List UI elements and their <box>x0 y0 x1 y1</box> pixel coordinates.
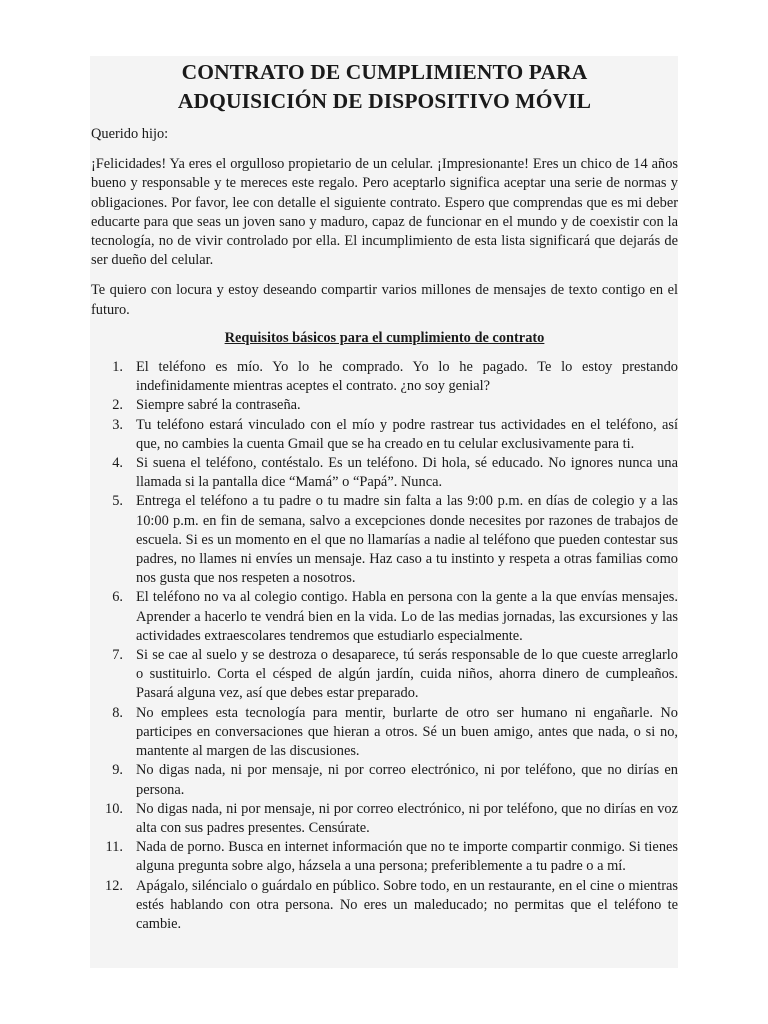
list-item-text: Nada de porno. Busca en internet información que no te importe compartir conmigo. Si tienes alguna pregunta sobre algo, házsela a una persona; preferiblemente a tu padre o a mí. <box>136 839 678 875</box>
title-line-2: ADQUISICIÓN DE DISPOSITIVO MÓVIL <box>177 89 592 113</box>
document-title <box>91 56 678 116</box>
list-item-number: 11. <box>105 839 123 856</box>
list-item-number: 9. <box>112 762 123 779</box>
list-item <box>112 396 678 415</box>
list-item-text: Entrega el teléfono a tu padre o tu madre sin falta a las 9:00 p.m. en días de colegio y a las 10:00 p.m. en fin de semana, salvo a excepciones donde necesites por razones de trabajos de escuela. Si es un momento en el que no llamarías a nadie al teléfono que pueden contestar sus padres, no llames ni envíes un mensaje. Haz caso a tu instinto y respeta a otras familias como nos gusta que nos respeten a nosotros. <box>136 493 678 587</box>
list-item-number: 4. <box>112 455 123 472</box>
list-item-number: 3. <box>112 416 123 433</box>
list-item-text: No digas nada, ni por mensaje, ni por correo electrónico, ni por teléfono, que no dirías en voz alta con sus padres presentes. Censúrate. <box>136 800 678 836</box>
list-item <box>112 454 678 492</box>
list-item <box>112 646 678 704</box>
list-item-number: 1. <box>112 359 123 376</box>
list-item-text: El teléfono es mío. Yo lo he comprado. Yo lo he pagado. Te lo estoy prestando indefinidamente mientras aceptes el contrato. ¿no soy genial? <box>136 359 678 395</box>
document-page <box>90 56 678 968</box>
list-item <box>112 761 678 799</box>
list-item <box>105 838 678 876</box>
list-item-text: El teléfono no va al colegio contigo. Habla en persona con la gente a la que envías mensajes. Aprender a hacerlo te vendrá bien en la vida. Lo de las medias jornadas, las excursiones y las actividades extraescolares tendremos que estudiarlo especialmente. <box>136 589 678 644</box>
list-item <box>112 492 678 588</box>
list-item <box>105 800 678 838</box>
greeting: Querido hijo: <box>91 126 169 142</box>
list-item-text: Tu teléfono estará vinculado con el mío y podre rastrear tus actividades en el teléfono, así que, no cambies la cuenta Gmail que se ha creado en tu celular exclusivamente para ti. <box>136 416 678 452</box>
list-item-text: Apágalo, siléncialo o guárdalo en público. Sobre todo, en un restaurante, en el cine o mientras estés hablando con otra persona. No eres un maleducado; no permitas que el teléfono te cambie. <box>136 877 678 932</box>
list-item-text: Siempre sabré la contraseña. <box>136 397 301 414</box>
list-item-number: 7. <box>112 647 123 664</box>
list-item <box>112 358 678 396</box>
list-item-number: 5. <box>112 493 123 510</box>
list-item-number: 6. <box>112 589 123 606</box>
list-item-text: Si suena el teléfono, contéstalo. Es un teléfono. Di hola, sé educado. No ignores nunca una llamada si la pantalla dice “Mamá” o “Papá”. Nunca. <box>136 455 678 491</box>
list-item <box>112 588 678 646</box>
list-item-number: 12. <box>105 877 123 894</box>
list-item <box>105 877 678 935</box>
list-item <box>112 416 678 454</box>
list-item-text: Si se cae al suelo y se destroza o desaparece, tú serás responsable de lo que cueste arreglarlo o sustituirlo. Corta el césped de algún jardín, cuida niños, ahorra dinero de cumpleaños. Pasará alguna vez, así que debes estar preparado. <box>136 647 678 702</box>
list-item-number: 2. <box>112 397 123 414</box>
list-item-text: No digas nada, ni por mensaje, ni por correo electrónico, ni por teléfono, que no dirías en persona. <box>136 762 678 798</box>
intro-paragraph: ¡Felicidades! Ya eres el orgulloso propietario de un celular. ¡Impresionante! Eres un chico de 14 años bueno y responsable y te mereces este regalo. Pero aceptarlo significa aceptar una serie de normas y obligaciones. Por favor, lee con detalle el siguiente contrato. Espero que comprendas que es mi deber educarte para que seas un joven sano y maduro, capaz de funcionar en el mundo y de coexistir con la tecnología, no de vivir controlado por ella. El incumplimiento de esta lista significará que dejarás de ser dueño del celular. <box>91 156 678 269</box>
requirements-heading: Requisitos básicos para el cumplimiento de contrato <box>224 329 545 346</box>
list-item-number: 10. <box>105 800 123 817</box>
list-item <box>112 704 678 762</box>
title-line-1: CONTRATO DE CUMPLIMIENTO PARA <box>181 60 588 84</box>
list-item-number: 8. <box>112 704 123 721</box>
love-paragraph: Te quiero con locura y estoy deseando compartir varios millones de mensajes de texto contigo en el futuro. <box>91 282 678 318</box>
list-item-text: No emplees esta tecnología para mentir, burlarte de otro ser humano ni engañarle. No participes en conversaciones que hieran a otros. Sé un buen amigo, antes que nada, o si no, mantente al margen de las discusiones. <box>136 704 678 760</box>
requirements-list <box>91 358 678 934</box>
